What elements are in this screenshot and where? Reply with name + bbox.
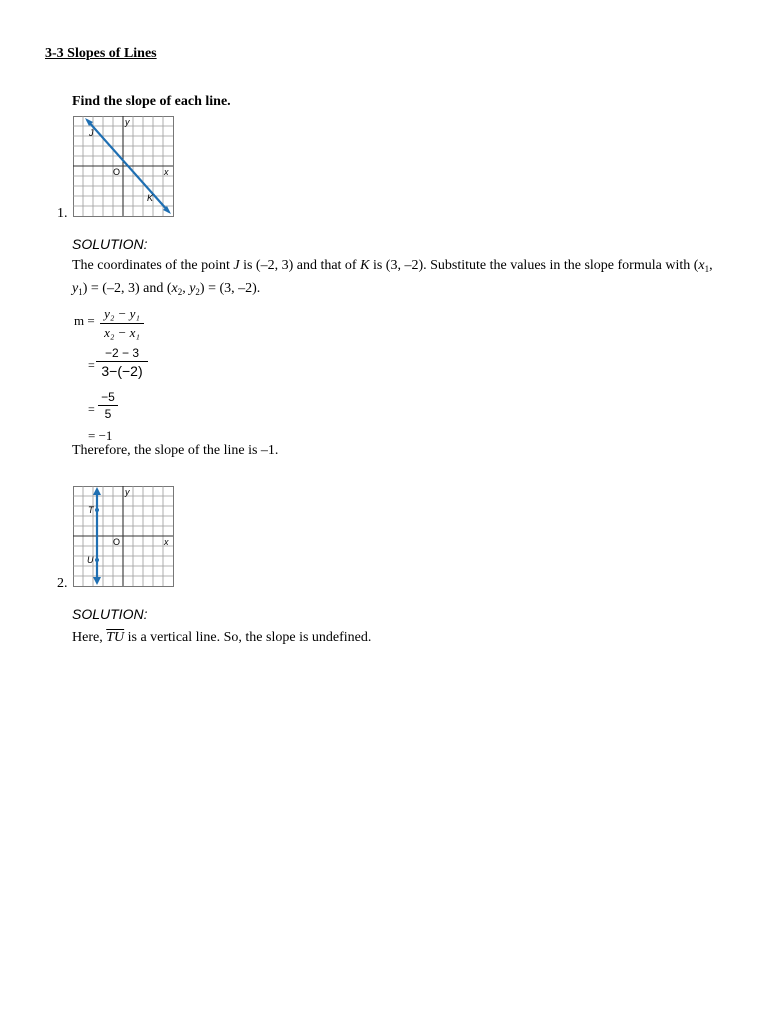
fraction-3-denominator: 5 (104, 407, 112, 421)
conclusion-1: Therefore, the slope of the line is –1. (72, 443, 279, 458)
fraction-1 (100, 306, 144, 341)
solution-2-text: Here, $\overline{TU}$ is a vertical line. So, the slope is undefined. (72, 630, 372, 645)
page-title: 3-3 Slopes of Lines (45, 46, 157, 61)
fraction-2 (96, 346, 148, 379)
solution-label-2: SOLUTION: (72, 606, 148, 622)
instruction: Find the slope of each line. (72, 94, 231, 109)
x-axis-label: x (164, 167, 169, 177)
fraction-1-numerator: y₂ − y₁ (104, 306, 140, 321)
fraction-1-denominator: x₂ − x₁ (104, 325, 140, 340)
fraction-2-denominator: 3−(−2) (101, 363, 143, 379)
equals-2: = (88, 358, 95, 372)
solution-1-line-2: $y_1) = (-2$, 3) and ($x_2$, $y_2) = (3$, –2). (72, 281, 261, 297)
slope-calculation (72, 306, 162, 446)
point-label-J: J (89, 128, 94, 138)
graph-1 (73, 116, 174, 217)
point-label-T: T (88, 505, 94, 515)
x-axis-label: x (164, 537, 169, 547)
origin-label: O (113, 537, 121, 547)
point-U (95, 558, 99, 562)
y-axis-label: y (125, 487, 130, 497)
problem-number-1: 1. (57, 206, 68, 221)
graph-1-svg (73, 116, 174, 217)
m-equals: m = (74, 313, 95, 328)
graph-2 (73, 486, 174, 587)
result: = −1 (88, 428, 113, 443)
solution-1-line-1: The coordinates of the point J is (–2, 3) and that of K is (3, –2). Substitute the values in the slope formula with ($x_1$, (72, 258, 713, 274)
problem-number-2: 2. (57, 576, 68, 591)
fraction-2-numerator: −2 − 3 (104, 346, 140, 360)
point-T (95, 508, 99, 512)
equals-3: = (88, 402, 95, 416)
point-label-U: U (87, 555, 94, 565)
graph-2-svg (73, 486, 174, 587)
segment-TU: $\overline{TU}$ (106, 630, 125, 645)
y-axis-label: y (125, 117, 130, 127)
origin-label: O (113, 167, 121, 177)
point-label-K: K (147, 193, 154, 203)
fraction-3 (98, 390, 118, 421)
fraction-3-numerator: −5 (101, 390, 115, 404)
solution-label-1: SOLUTION: (72, 236, 148, 252)
